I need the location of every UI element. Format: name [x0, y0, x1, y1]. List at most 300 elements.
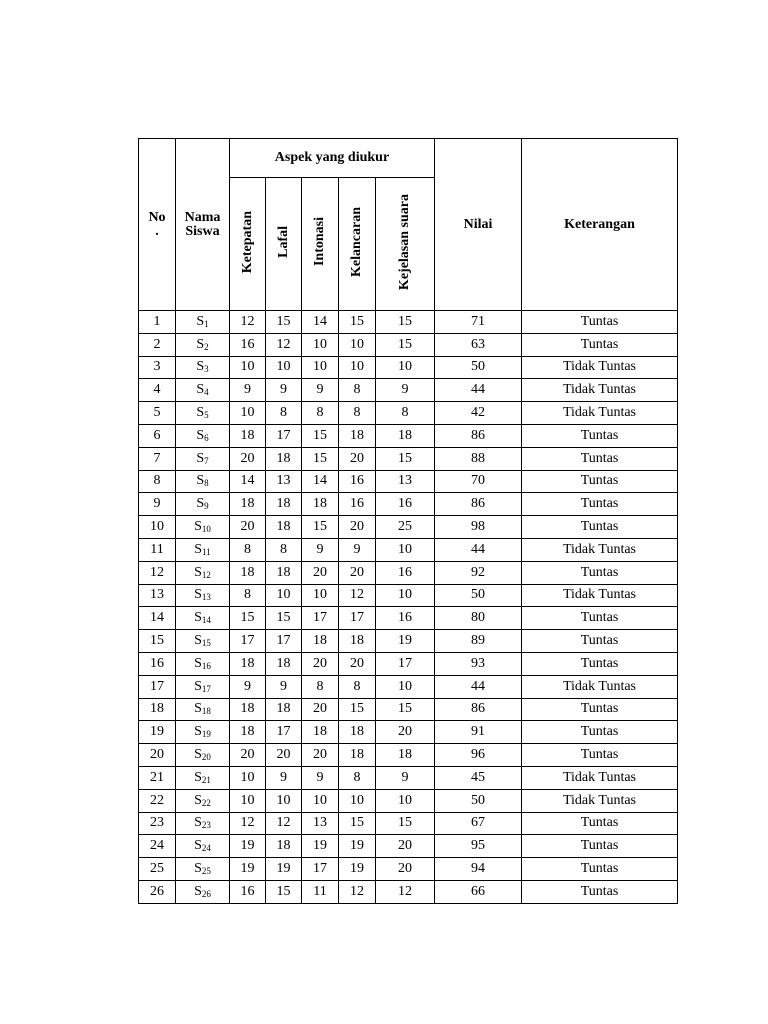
- cell-keterangan: Tidak Tuntas: [522, 766, 678, 789]
- cell-score-kelancaran: 8: [339, 675, 376, 698]
- student-name-base: S: [194, 541, 203, 557]
- cell-nilai: 91: [435, 721, 522, 744]
- cell-score-kelancaran: 8: [339, 766, 376, 789]
- student-name-subscript: 10: [201, 524, 211, 535]
- cell-student-name: [176, 333, 230, 356]
- cell-score-intonasi: 10: [302, 356, 339, 379]
- cell-score-ketepatan: 18: [230, 698, 266, 721]
- cell-no: 14: [139, 607, 176, 630]
- student-name-subscript: 23: [201, 820, 211, 831]
- student-name-subscript: 6: [204, 432, 209, 443]
- cell-student-name: [176, 402, 230, 425]
- cell-score-ketepatan: 16: [230, 333, 266, 356]
- student-name-base: S: [196, 382, 205, 398]
- cell-score-lafal: 12: [266, 812, 302, 835]
- student-name-base: S: [194, 861, 202, 877]
- cell-score-kelancaran: 20: [339, 447, 376, 470]
- cell-no: 11: [139, 538, 176, 561]
- table-row: [139, 333, 678, 356]
- cell-score-kejelasan-suara: 16: [376, 561, 435, 584]
- cell-score-lafal: 13: [266, 470, 302, 493]
- cell-student-name: [176, 538, 230, 561]
- cell-no: 16: [139, 652, 176, 675]
- table-row: [139, 675, 678, 698]
- student-name-base: S: [196, 405, 205, 421]
- cell-score-kejelasan-suara: 20: [376, 858, 435, 881]
- cell-keterangan: Tuntas: [522, 630, 678, 653]
- cell-score-ketepatan: 9: [230, 675, 266, 698]
- cell-no: 20: [139, 744, 176, 767]
- cell-keterangan: Tuntas: [522, 424, 678, 447]
- cell-score-lafal: 15: [266, 880, 302, 903]
- student-name-subscript: 14: [201, 615, 211, 626]
- cell-student-name: [176, 812, 230, 835]
- header-no-dot: .: [155, 223, 159, 239]
- student-name-subscript: 22: [201, 797, 211, 808]
- table-row: [139, 561, 678, 584]
- cell-score-kejelasan-suara: 20: [376, 835, 435, 858]
- cell-nilai: 50: [435, 356, 522, 379]
- table-row: [139, 356, 678, 379]
- table-row: [139, 835, 678, 858]
- table-row: [139, 607, 678, 630]
- cell-score-kejelasan-suara: 20: [376, 721, 435, 744]
- student-name-base: S: [194, 610, 202, 626]
- cell-keterangan: Tuntas: [522, 607, 678, 630]
- cell-no: 15: [139, 630, 176, 653]
- cell-score-kejelasan-suara: 19: [376, 630, 435, 653]
- student-name-subscript: 11: [202, 546, 211, 557]
- cell-keterangan: Tuntas: [522, 721, 678, 744]
- cell-score-kejelasan-suara: 10: [376, 584, 435, 607]
- cell-score-lafal: 9: [266, 379, 302, 402]
- cell-no: 9: [139, 493, 176, 516]
- student-name-subscript: 8: [204, 478, 209, 489]
- cell-score-ketepatan: 10: [230, 402, 266, 425]
- student-name-subscript: 24: [201, 843, 211, 854]
- cell-score-lafal: 17: [266, 721, 302, 744]
- cell-no: 12: [139, 561, 176, 584]
- cell-keterangan: Tuntas: [522, 493, 678, 516]
- table-row: [139, 812, 678, 835]
- cell-score-kejelasan-suara: 10: [376, 356, 435, 379]
- cell-no: 13: [139, 584, 176, 607]
- student-name-subscript: 3: [204, 364, 209, 375]
- cell-score-lafal: 8: [266, 538, 302, 561]
- student-name-subscript: 7: [204, 455, 209, 466]
- table-body: [139, 311, 678, 904]
- cell-nilai: 80: [435, 607, 522, 630]
- cell-keterangan: Tuntas: [522, 858, 678, 881]
- cell-score-kelancaran: 16: [339, 470, 376, 493]
- cell-student-name: [176, 470, 230, 493]
- student-name-subscript: 18: [201, 706, 211, 717]
- cell-keterangan: Tidak Tuntas: [522, 789, 678, 812]
- student-name-base: S: [194, 883, 202, 899]
- cell-keterangan: Tuntas: [522, 516, 678, 539]
- cell-keterangan: Tidak Tuntas: [522, 584, 678, 607]
- cell-score-kejelasan-suara: 15: [376, 698, 435, 721]
- header-no: [139, 139, 176, 311]
- cell-score-intonasi: 15: [302, 516, 339, 539]
- student-name-subscript: 16: [201, 660, 211, 671]
- table-row: [139, 721, 678, 744]
- cell-score-kejelasan-suara: 10: [376, 675, 435, 698]
- cell-nilai: 42: [435, 402, 522, 425]
- student-name-base: S: [194, 678, 202, 694]
- cell-score-kejelasan-suara: 17: [376, 652, 435, 675]
- cell-score-ketepatan: 20: [230, 447, 266, 470]
- cell-score-kelancaran: 9: [339, 538, 376, 561]
- cell-keterangan: Tidak Tuntas: [522, 538, 678, 561]
- student-name-subscript: 15: [201, 638, 211, 649]
- cell-score-kejelasan-suara: 9: [376, 766, 435, 789]
- header-keterangan: Keterangan: [522, 139, 678, 311]
- cell-keterangan: Tuntas: [522, 333, 678, 356]
- student-name-base: S: [194, 815, 202, 831]
- cell-score-kelancaran: 15: [339, 812, 376, 835]
- student-name-base: S: [196, 496, 205, 512]
- cell-score-kejelasan-suara: 10: [376, 789, 435, 812]
- student-name-subscript: 25: [201, 866, 211, 877]
- student-name-base: S: [196, 313, 205, 329]
- cell-nilai: 93: [435, 652, 522, 675]
- cell-score-lafal: 12: [266, 333, 302, 356]
- cell-student-name: [176, 675, 230, 698]
- cell-score-lafal: 10: [266, 789, 302, 812]
- student-name-base: S: [196, 473, 205, 489]
- cell-score-kelancaran: 8: [339, 379, 376, 402]
- table-row: [139, 516, 678, 539]
- cell-student-name: [176, 356, 230, 379]
- cell-keterangan: Tuntas: [522, 447, 678, 470]
- cell-score-kejelasan-suara: 15: [376, 447, 435, 470]
- student-name-base: S: [196, 450, 205, 466]
- cell-score-intonasi: 17: [302, 607, 339, 630]
- cell-score-kelancaran: 18: [339, 721, 376, 744]
- header-lafal: [266, 178, 302, 311]
- cell-nilai: 96: [435, 744, 522, 767]
- cell-score-kejelasan-suara: 15: [376, 812, 435, 835]
- cell-score-ketepatan: 12: [230, 812, 266, 835]
- student-name-subscript: 26: [201, 888, 211, 899]
- cell-student-name: [176, 744, 230, 767]
- student-name-subscript: 17: [201, 683, 211, 694]
- cell-nilai: 67: [435, 812, 522, 835]
- cell-keterangan: Tuntas: [522, 880, 678, 903]
- cell-score-kelancaran: 20: [339, 652, 376, 675]
- table-row: [139, 766, 678, 789]
- student-name-subscript: 4: [204, 387, 209, 398]
- cell-keterangan: Tuntas: [522, 744, 678, 767]
- cell-no: 3: [139, 356, 176, 379]
- cell-score-kelancaran: 10: [339, 789, 376, 812]
- cell-student-name: [176, 379, 230, 402]
- table-row: [139, 858, 678, 881]
- cell-score-ketepatan: 17: [230, 630, 266, 653]
- table-row: [139, 880, 678, 903]
- cell-score-lafal: 18: [266, 516, 302, 539]
- cell-no: 22: [139, 789, 176, 812]
- cell-score-kejelasan-suara: 18: [376, 424, 435, 447]
- table-row: [139, 470, 678, 493]
- cell-student-name: [176, 447, 230, 470]
- cell-no: 10: [139, 516, 176, 539]
- cell-no: 7: [139, 447, 176, 470]
- header-aspek: Aspek yang diukur: [230, 139, 435, 178]
- cell-nilai: 95: [435, 835, 522, 858]
- cell-nilai: 50: [435, 789, 522, 812]
- header-nama-label: Nama: [184, 209, 221, 225]
- student-name-subscript: 21: [201, 774, 211, 785]
- cell-nilai: 94: [435, 858, 522, 881]
- cell-student-name: [176, 424, 230, 447]
- table-row: [139, 652, 678, 675]
- cell-student-name: [176, 698, 230, 721]
- header-nama-siswa: [176, 139, 230, 311]
- cell-nilai: 71: [435, 311, 522, 334]
- cell-score-intonasi: 18: [302, 721, 339, 744]
- cell-score-ketepatan: 15: [230, 607, 266, 630]
- cell-student-name: [176, 516, 230, 539]
- cell-score-intonasi: 15: [302, 424, 339, 447]
- cell-keterangan: Tuntas: [522, 652, 678, 675]
- cell-score-intonasi: 11: [302, 880, 339, 903]
- cell-score-intonasi: 17: [302, 858, 339, 881]
- table-row: [139, 584, 678, 607]
- student-name-base: S: [194, 769, 202, 785]
- student-name-base: S: [194, 655, 202, 671]
- cell-student-name: [176, 493, 230, 516]
- table-row: [139, 311, 678, 334]
- cell-score-ketepatan: 18: [230, 721, 266, 744]
- cell-nilai: 44: [435, 538, 522, 561]
- cell-score-kejelasan-suara: 25: [376, 516, 435, 539]
- cell-score-kelancaran: 18: [339, 424, 376, 447]
- student-name-base: S: [194, 633, 202, 649]
- cell-no: 1: [139, 311, 176, 334]
- cell-student-name: [176, 561, 230, 584]
- cell-keterangan: Tidak Tuntas: [522, 356, 678, 379]
- cell-score-lafal: 10: [266, 584, 302, 607]
- cell-no: 19: [139, 721, 176, 744]
- student-name-base: S: [194, 747, 202, 763]
- cell-score-kejelasan-suara: 13: [376, 470, 435, 493]
- cell-score-kejelasan-suara: 8: [376, 402, 435, 425]
- cell-keterangan: Tuntas: [522, 470, 678, 493]
- student-name-subscript: 20: [201, 752, 211, 763]
- cell-score-intonasi: 19: [302, 835, 339, 858]
- cell-no: 24: [139, 835, 176, 858]
- student-name-base: S: [194, 792, 202, 808]
- cell-score-intonasi: 15: [302, 447, 339, 470]
- cell-score-ketepatan: 9: [230, 379, 266, 402]
- cell-nilai: 98: [435, 516, 522, 539]
- student-name-base: S: [194, 701, 202, 717]
- cell-nilai: 63: [435, 333, 522, 356]
- student-name-base: S: [196, 427, 205, 443]
- cell-keterangan: Tuntas: [522, 812, 678, 835]
- cell-score-ketepatan: 18: [230, 424, 266, 447]
- cell-score-intonasi: 18: [302, 630, 339, 653]
- cell-score-lafal: 18: [266, 698, 302, 721]
- cell-score-kejelasan-suara: 16: [376, 607, 435, 630]
- cell-score-kejelasan-suara: 12: [376, 880, 435, 903]
- cell-nilai: 86: [435, 698, 522, 721]
- cell-score-intonasi: 9: [302, 766, 339, 789]
- cell-score-lafal: 18: [266, 652, 302, 675]
- table-row: [139, 789, 678, 812]
- student-name-base: S: [196, 336, 205, 352]
- cell-student-name: [176, 584, 230, 607]
- student-name-subscript: 9: [204, 501, 209, 512]
- header-ketepatan: [230, 178, 266, 311]
- table-row: [139, 493, 678, 516]
- cell-score-intonasi: 20: [302, 698, 339, 721]
- cell-score-lafal: 20: [266, 744, 302, 767]
- cell-score-kelancaran: 12: [339, 584, 376, 607]
- header-kejelasan-suara-label: Kejelasan suara: [397, 193, 412, 291]
- student-name-base: S: [194, 724, 202, 740]
- cell-score-ketepatan: 18: [230, 561, 266, 584]
- cell-score-lafal: 18: [266, 447, 302, 470]
- cell-score-ketepatan: 20: [230, 744, 266, 767]
- cell-score-lafal: 18: [266, 493, 302, 516]
- cell-student-name: [176, 789, 230, 812]
- cell-score-intonasi: 10: [302, 333, 339, 356]
- cell-no: 6: [139, 424, 176, 447]
- cell-score-lafal: 9: [266, 766, 302, 789]
- cell-score-lafal: 18: [266, 835, 302, 858]
- cell-score-intonasi: 10: [302, 789, 339, 812]
- header-lafal-label: Lafal: [275, 226, 291, 258]
- header-kejelasan-suara: [376, 178, 435, 311]
- cell-no: 5: [139, 402, 176, 425]
- cell-score-kelancaran: 19: [339, 858, 376, 881]
- student-name-subscript: 1: [204, 318, 209, 329]
- cell-score-ketepatan: 20: [230, 516, 266, 539]
- cell-student-name: [176, 311, 230, 334]
- table-row: [139, 402, 678, 425]
- cell-score-ketepatan: 10: [230, 356, 266, 379]
- cell-no: 21: [139, 766, 176, 789]
- cell-score-intonasi: 9: [302, 379, 339, 402]
- cell-score-ketepatan: 8: [230, 584, 266, 607]
- cell-score-lafal: 15: [266, 311, 302, 334]
- cell-score-ketepatan: 19: [230, 835, 266, 858]
- cell-score-intonasi: 20: [302, 744, 339, 767]
- cell-score-ketepatan: 10: [230, 789, 266, 812]
- table-row: [139, 447, 678, 470]
- cell-score-kelancaran: 18: [339, 744, 376, 767]
- student-name-base: S: [196, 359, 205, 375]
- cell-score-ketepatan: 19: [230, 858, 266, 881]
- cell-score-kelancaran: 19: [339, 835, 376, 858]
- cell-score-intonasi: 8: [302, 402, 339, 425]
- cell-score-lafal: 18: [266, 561, 302, 584]
- cell-no: 8: [139, 470, 176, 493]
- cell-score-intonasi: 9: [302, 538, 339, 561]
- cell-score-ketepatan: 12: [230, 311, 266, 334]
- cell-nilai: 86: [435, 424, 522, 447]
- cell-score-ketepatan: 18: [230, 652, 266, 675]
- cell-score-kelancaran: 10: [339, 356, 376, 379]
- cell-score-ketepatan: 18: [230, 493, 266, 516]
- cell-nilai: 45: [435, 766, 522, 789]
- cell-score-kejelasan-suara: 15: [376, 333, 435, 356]
- cell-score-intonasi: 13: [302, 812, 339, 835]
- cell-nilai: 88: [435, 447, 522, 470]
- cell-student-name: [176, 766, 230, 789]
- cell-keterangan: Tuntas: [522, 561, 678, 584]
- cell-student-name: [176, 858, 230, 881]
- cell-nilai: 92: [435, 561, 522, 584]
- student-name-base: S: [194, 564, 202, 580]
- student-name-subscript: 13: [201, 592, 211, 603]
- cell-score-lafal: 17: [266, 630, 302, 653]
- student-name-base: S: [194, 587, 202, 603]
- cell-score-kelancaran: 15: [339, 311, 376, 334]
- cell-score-lafal: 19: [266, 858, 302, 881]
- student-score-table: [138, 138, 678, 904]
- student-name-base: S: [194, 838, 202, 854]
- cell-nilai: 70: [435, 470, 522, 493]
- cell-score-kejelasan-suara: 18: [376, 744, 435, 767]
- student-name-subscript: 19: [201, 729, 211, 740]
- cell-student-name: [176, 652, 230, 675]
- cell-score-lafal: 10: [266, 356, 302, 379]
- cell-score-ketepatan: 8: [230, 538, 266, 561]
- cell-keterangan: Tuntas: [522, 311, 678, 334]
- cell-student-name: [176, 630, 230, 653]
- table-row: [139, 744, 678, 767]
- student-name-subscript: 12: [201, 569, 211, 580]
- cell-score-lafal: 9: [266, 675, 302, 698]
- cell-score-ketepatan: 10: [230, 766, 266, 789]
- student-name-base: S: [194, 519, 202, 535]
- cell-keterangan: Tuntas: [522, 835, 678, 858]
- cell-nilai: 86: [435, 493, 522, 516]
- cell-score-intonasi: 14: [302, 311, 339, 334]
- student-name-subscript: 5: [204, 410, 209, 421]
- cell-no: 17: [139, 675, 176, 698]
- cell-nilai: 89: [435, 630, 522, 653]
- cell-score-kelancaran: 20: [339, 516, 376, 539]
- cell-student-name: [176, 880, 230, 903]
- cell-no: 26: [139, 880, 176, 903]
- table-row: [139, 538, 678, 561]
- cell-score-ketepatan: 16: [230, 880, 266, 903]
- cell-score-lafal: 8: [266, 402, 302, 425]
- cell-score-ketepatan: 14: [230, 470, 266, 493]
- cell-score-intonasi: 10: [302, 584, 339, 607]
- cell-score-lafal: 15: [266, 607, 302, 630]
- cell-score-kejelasan-suara: 16: [376, 493, 435, 516]
- cell-student-name: [176, 721, 230, 744]
- cell-score-lafal: 17: [266, 424, 302, 447]
- header-siswa-label: Siswa: [185, 223, 220, 239]
- cell-score-intonasi: 18: [302, 493, 339, 516]
- cell-score-kelancaran: 17: [339, 607, 376, 630]
- cell-score-kelancaran: 18: [339, 630, 376, 653]
- cell-no: 23: [139, 812, 176, 835]
- cell-nilai: 50: [435, 584, 522, 607]
- header-intonasi-label: Intonasi: [312, 217, 327, 267]
- table-row: [139, 424, 678, 447]
- header-kelancaran: [339, 178, 376, 311]
- cell-nilai: 44: [435, 675, 522, 698]
- cell-no: 18: [139, 698, 176, 721]
